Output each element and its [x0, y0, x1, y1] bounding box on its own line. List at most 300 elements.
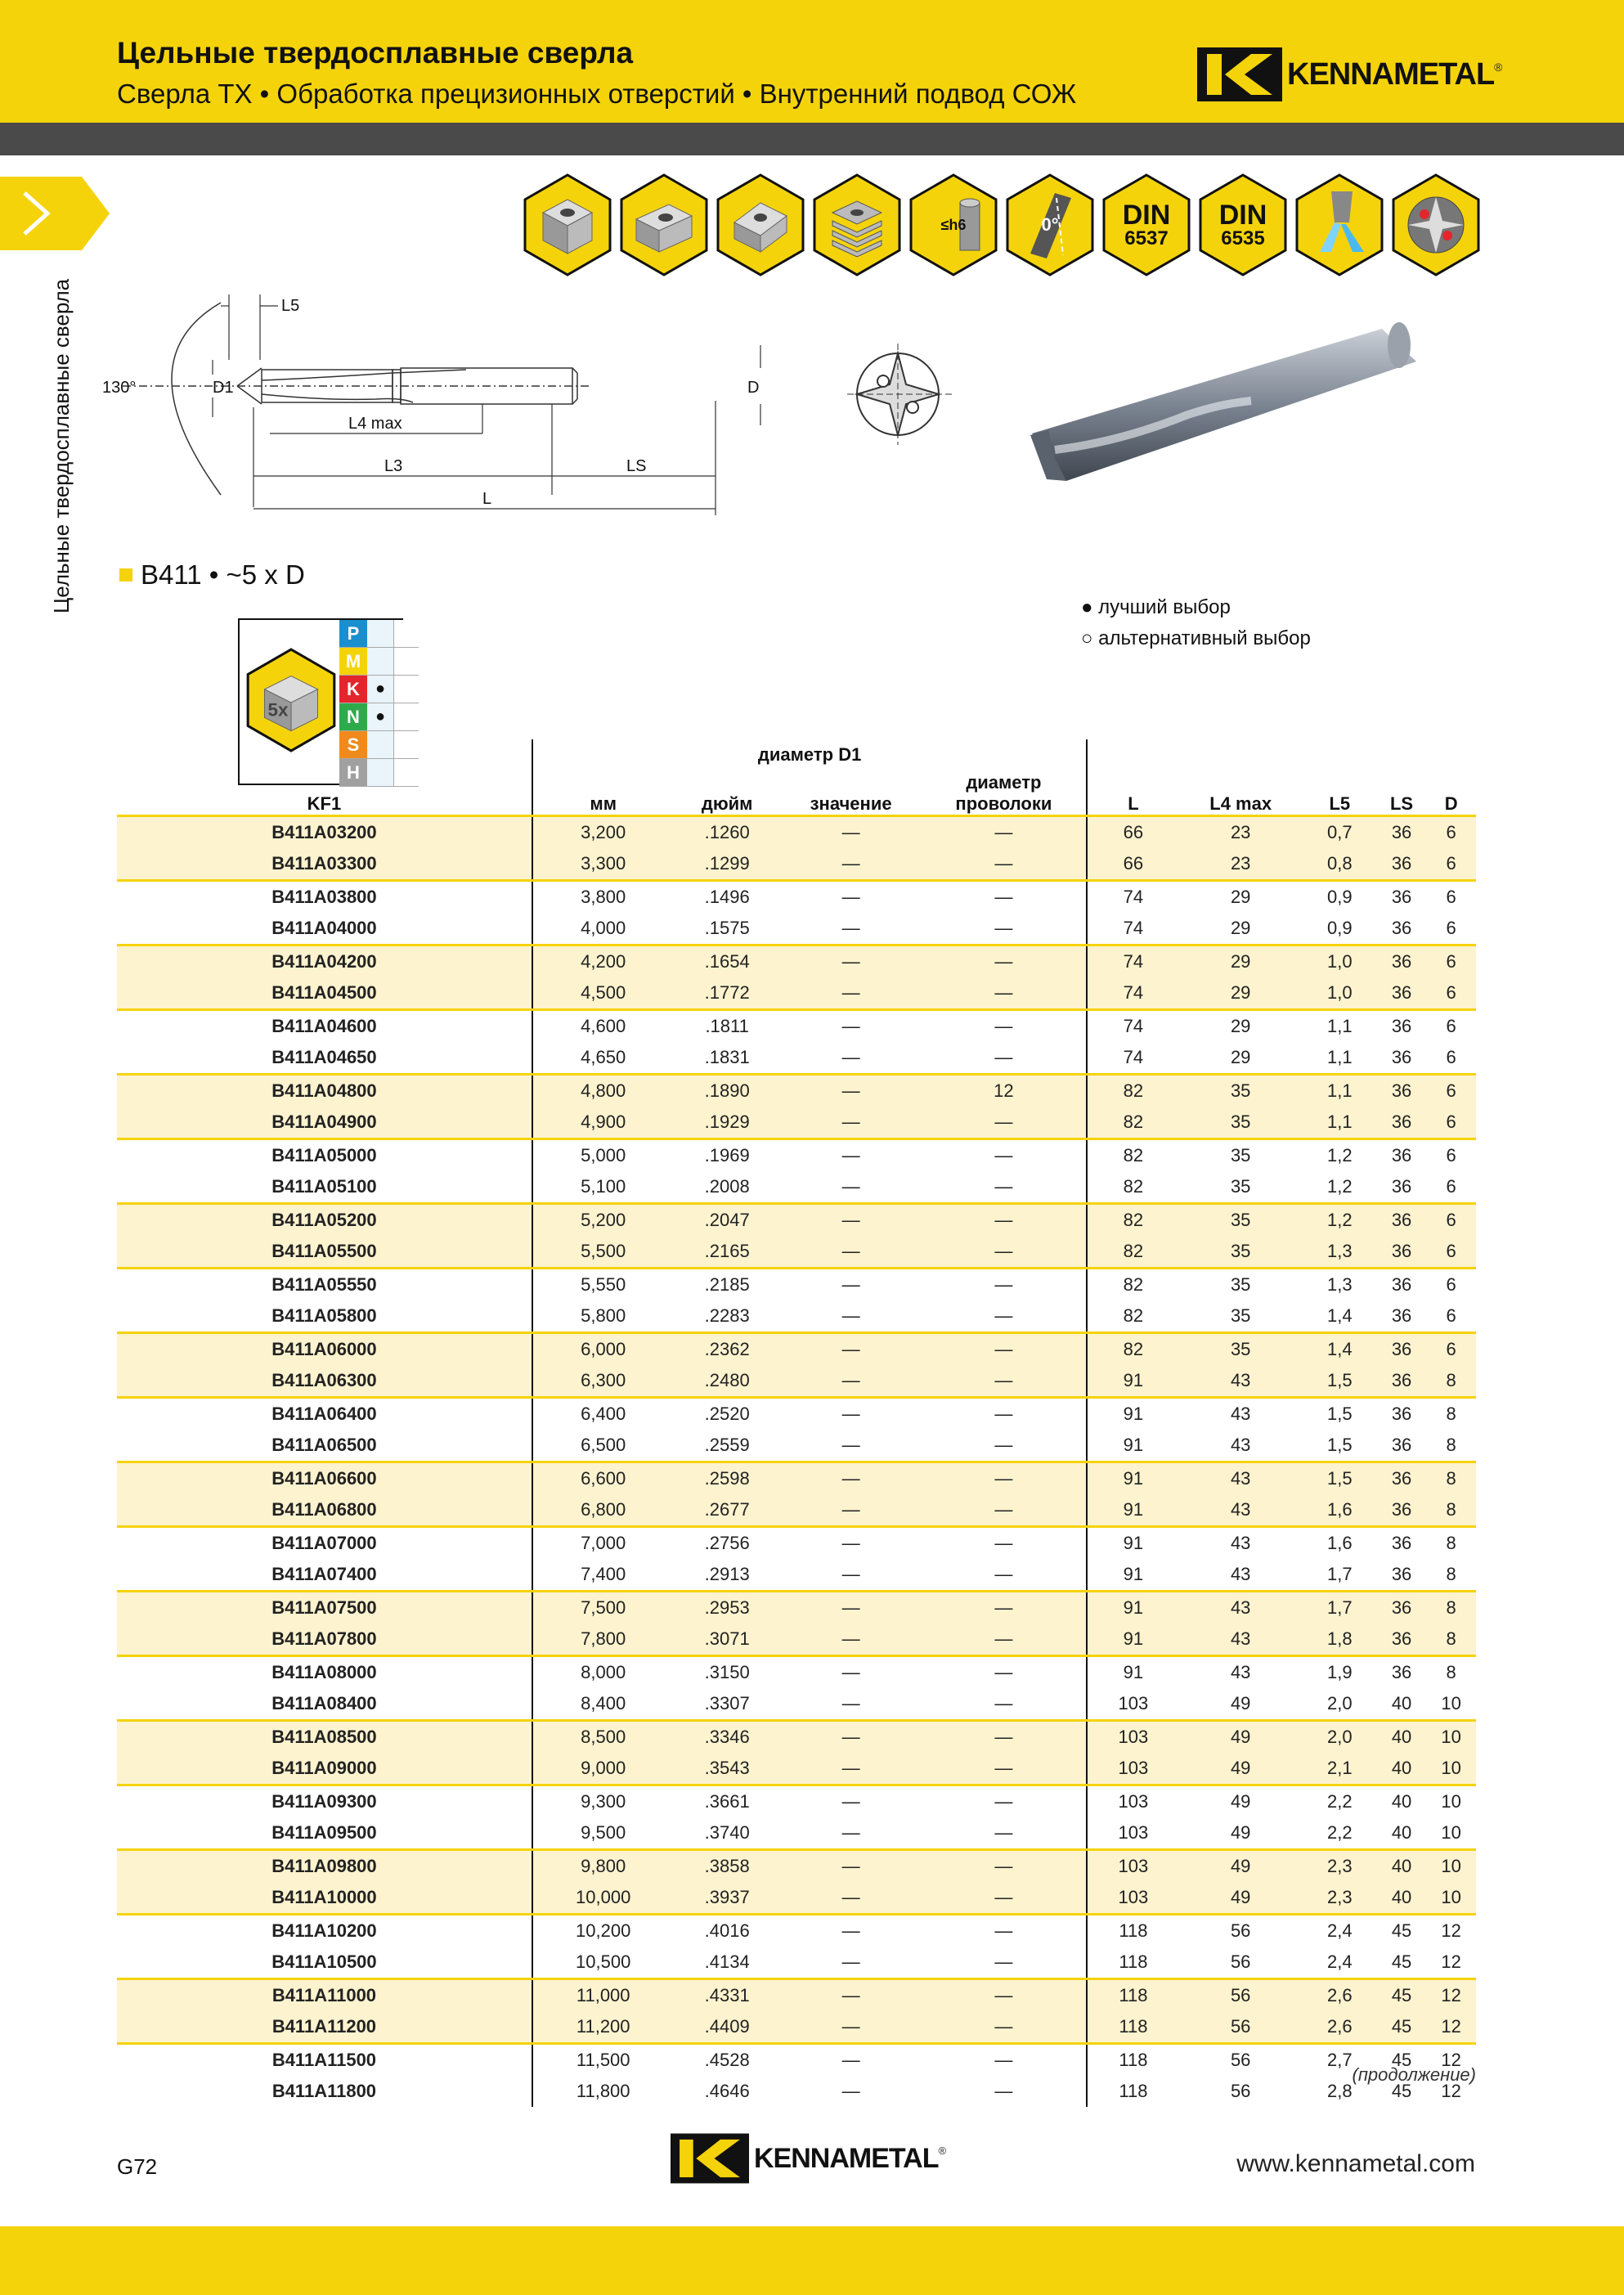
- product-code: B411A08500: [117, 1721, 532, 1754]
- cross-section-icon: [847, 344, 970, 450]
- table-cell: 6: [1446, 1176, 1456, 1197]
- table-cell: 91: [1087, 1527, 1178, 1560]
- kennametal-k-logo-icon: [1197, 47, 1282, 101]
- table-cell: 10,000: [532, 1882, 674, 1915]
- material-code: S: [339, 731, 367, 758]
- table-cell: .4409: [674, 2011, 781, 2044]
- l4max-label: L4 max: [348, 415, 402, 433]
- table-cell: .1575: [704, 918, 750, 938]
- product-code: B411A11000: [117, 1979, 532, 2012]
- table-cell: —: [921, 1527, 1087, 1560]
- table-cell: 103: [1087, 1785, 1178, 1818]
- table-row: [117, 1204, 1476, 1237]
- material-group-n: [339, 703, 419, 731]
- table-cell: —: [921, 1365, 1087, 1398]
- table-cell: 91: [1087, 1624, 1178, 1656]
- table-cell: 91: [1123, 1435, 1144, 1455]
- table-cell: 35: [1178, 1204, 1302, 1237]
- table-cell: 6: [1426, 945, 1476, 978]
- product-code: B411A03800: [117, 881, 532, 914]
- table-cell: 11,200: [532, 2011, 674, 2044]
- table-cell: 66: [1087, 816, 1178, 849]
- side-section-label: Цельные твердосплавные сверла: [49, 278, 74, 613]
- table-cell: .1496: [674, 881, 781, 914]
- table-cell: —: [921, 1398, 1087, 1430]
- table-cell: 45: [1377, 2044, 1427, 2077]
- table-cell: 91: [1087, 1398, 1178, 1430]
- table-cell: 1,7: [1327, 1564, 1353, 1584]
- table-cell: 36: [1377, 1462, 1427, 1495]
- material-mark: ●: [367, 703, 394, 730]
- table-cell: .3150: [674, 1656, 781, 1689]
- material-code: K: [339, 676, 367, 703]
- table-cell: 2,6: [1303, 2011, 1377, 2044]
- table-row: [117, 1171, 1476, 1204]
- product-code: B411A04900: [117, 1107, 532, 1139]
- table-cell: 4,500: [532, 977, 674, 1010]
- table-cell: —: [781, 1979, 922, 2012]
- table-cell: —: [841, 1305, 860, 1326]
- table-cell: 12: [1441, 2081, 1461, 2101]
- table-cell: 8: [1426, 1494, 1476, 1527]
- product-code: B411A05100: [117, 1171, 532, 1204]
- table-cell: 36: [1377, 1269, 1427, 1301]
- table-cell: .3858: [674, 1850, 781, 1883]
- table-cell: 36: [1391, 1305, 1412, 1326]
- table-cell: —: [781, 1753, 922, 1785]
- table-cell: 56: [1178, 1979, 1302, 2012]
- table-cell: —: [781, 1075, 922, 1107]
- table-cell: 8: [1446, 1564, 1456, 1584]
- product-code: B411A10200: [117, 1915, 532, 1947]
- table-cell: 103: [1087, 1850, 1178, 1883]
- table-cell: .2165: [674, 1236, 781, 1269]
- table-cell: 103: [1118, 1693, 1149, 1713]
- series-label: B411 • ~5 x D: [119, 559, 305, 591]
- table-cell: —: [781, 1139, 922, 1172]
- material-cell: [394, 676, 419, 703]
- table-cell: .1929: [674, 1107, 781, 1139]
- table-cell: 12: [921, 1075, 1087, 1107]
- table-cell: 2,6: [1303, 1979, 1377, 2012]
- table-row: [117, 1300, 1476, 1333]
- table-cell: 7,800: [532, 1624, 674, 1656]
- product-code: B411A11800: [117, 2076, 532, 2107]
- coolant-through-icon: [1295, 173, 1384, 276]
- table-cell: 36: [1377, 881, 1427, 914]
- material-mark: [367, 648, 394, 675]
- zero-degree-helix-icon: 0°: [1006, 173, 1094, 276]
- table-cell: 8,000: [532, 1656, 674, 1689]
- table-cell: —: [921, 1107, 1087, 1139]
- table-cell: 36: [1391, 1047, 1412, 1067]
- table-cell: —: [921, 945, 1087, 978]
- table-cell: 1,2: [1327, 1176, 1353, 1197]
- table-row: [117, 881, 1476, 914]
- table-cell: —: [781, 848, 922, 881]
- table-cell: 36: [1391, 1176, 1412, 1197]
- table-cell: 6: [1446, 1047, 1456, 1067]
- product-code: B411A05800: [117, 1300, 532, 1333]
- table-cell: 43: [1178, 1592, 1302, 1624]
- table-cell: 4,000: [581, 918, 626, 938]
- table-cell: —: [921, 1688, 1087, 1721]
- table-cell: 36: [1377, 816, 1427, 849]
- drill-product-image: [1022, 319, 1423, 499]
- table-cell: 12: [1426, 1979, 1476, 2012]
- table-cell: 2,8: [1327, 2081, 1353, 2101]
- table-row: [117, 913, 1476, 945]
- table-cell: —: [781, 881, 922, 914]
- table-cell: 10: [1426, 1882, 1476, 1915]
- table-cell: 5,500: [532, 1236, 674, 1269]
- table-cell: 49: [1178, 1850, 1302, 1883]
- table-cell: —: [921, 977, 1087, 1010]
- product-code: B411A07500: [117, 1592, 532, 1624]
- product-code: B411A06600: [117, 1462, 532, 1495]
- spec-table-body: [117, 816, 1476, 2108]
- table-cell: 6: [1426, 1075, 1476, 1107]
- col-l5: L5: [1329, 793, 1351, 814]
- table-cell: —: [841, 918, 860, 938]
- table-cell: 4,600: [532, 1010, 674, 1043]
- product-code: B411A10000: [117, 1882, 532, 1915]
- table-cell: 1,5: [1303, 1398, 1377, 1430]
- col-mm: мм: [590, 793, 617, 814]
- table-row: [117, 1042, 1476, 1075]
- col-d: D: [1444, 793, 1458, 814]
- table-cell: —: [921, 1592, 1087, 1624]
- table-cell: 6: [1426, 1139, 1476, 1172]
- table-row: [117, 1494, 1476, 1527]
- table-cell: 35: [1178, 1236, 1302, 1269]
- table-cell: 43: [1178, 1656, 1302, 1689]
- material-code: P: [339, 620, 367, 647]
- table-cell: 9,500: [581, 1822, 626, 1843]
- table-cell: 6,000: [532, 1333, 674, 1366]
- col-value: значение: [810, 793, 892, 814]
- table-cell: —: [781, 1624, 922, 1656]
- spec-table: [117, 739, 1476, 2107]
- table-cell: 36: [1391, 918, 1412, 938]
- table-cell: 82: [1087, 1075, 1178, 1107]
- table-cell: 6,600: [532, 1462, 674, 1495]
- table-row: [117, 1817, 1476, 1850]
- table-cell: —: [781, 1785, 922, 1818]
- table-cell: 1,1: [1327, 1047, 1353, 1067]
- table-cell: .2362: [674, 1333, 781, 1366]
- table-cell: 43: [1178, 1398, 1302, 1430]
- table-cell: 36: [1391, 1564, 1412, 1584]
- table-cell: 66: [1087, 848, 1178, 881]
- diameter-group-header: диаметр D1: [532, 739, 1088, 770]
- table-cell: 2,4: [1303, 1915, 1377, 1947]
- table-cell: 3,300: [532, 848, 674, 881]
- table-cell: 82: [1087, 1139, 1178, 1172]
- table-cell: 8,500: [532, 1721, 674, 1754]
- table-cell: 45: [1377, 1915, 1427, 1947]
- depth-badge: 5x: [267, 699, 289, 721]
- product-code: B411A03300: [117, 848, 532, 881]
- table-cell: —: [841, 1693, 860, 1713]
- col-ls: LS: [1389, 793, 1414, 814]
- table-cell: .4016: [674, 1915, 781, 1947]
- product-code: B411A08000: [117, 1656, 532, 1689]
- table-cell: —: [921, 1236, 1087, 1269]
- legend-best: ● лучший выбор: [1081, 596, 1231, 618]
- table-cell: 36: [1377, 1236, 1427, 1269]
- table-cell: —: [921, 1947, 1087, 1979]
- table-cell: 40: [1377, 1850, 1427, 1883]
- table-cell: 9,000: [532, 1753, 674, 1785]
- table-row: [117, 1688, 1476, 1721]
- table-cell: 1,2: [1303, 1204, 1377, 1237]
- table-row: [117, 1269, 1476, 1301]
- table-cell: 35: [1178, 1269, 1302, 1301]
- table-cell: 118: [1119, 1951, 1148, 1972]
- table-cell: .3661: [674, 1785, 781, 1818]
- legend-alt: ○ альтернативный выбор: [1081, 627, 1311, 649]
- table-cell: .1969: [674, 1139, 781, 1172]
- table-cell: —: [781, 945, 922, 978]
- table-cell: .2520: [674, 1398, 781, 1430]
- table-cell: 6: [1426, 1269, 1476, 1301]
- table-cell: 2,0: [1303, 1721, 1377, 1754]
- table-cell: 49: [1178, 1721, 1302, 1754]
- table-cell: 6: [1446, 1305, 1456, 1326]
- table-row: [117, 1656, 1476, 1689]
- table-cell: 6: [1426, 816, 1476, 849]
- table-cell: 40: [1377, 1721, 1427, 1754]
- table-cell: 1,4: [1327, 1305, 1353, 1326]
- table-cell: —: [921, 2044, 1087, 2077]
- table-cell: 6: [1426, 1107, 1476, 1139]
- table-cell: —: [921, 1915, 1087, 1947]
- table-cell: 1,1: [1303, 1010, 1377, 1043]
- website-link[interactable]: www.kennametal.com: [1236, 2150, 1475, 2177]
- table-cell: 82: [1087, 1107, 1178, 1139]
- table-cell: 91: [1123, 1564, 1144, 1584]
- table-cell: 3,200: [532, 816, 674, 849]
- table-cell: —: [841, 1047, 860, 1067]
- table-cell: 74: [1087, 977, 1178, 1010]
- table-cell: 1,2: [1303, 1139, 1377, 1172]
- table-cell: —: [921, 913, 1087, 945]
- material-group-m: [339, 648, 419, 676]
- table-cell: 49: [1178, 1882, 1302, 1915]
- table-cell: 35: [1178, 1075, 1302, 1107]
- table-cell: 91: [1087, 1656, 1178, 1689]
- table-cell: 82: [1087, 1269, 1178, 1301]
- table-cell: 3,800: [532, 881, 674, 914]
- table-cell: 45: [1391, 1951, 1412, 1972]
- table-cell: 10,500: [576, 1951, 631, 1972]
- empty-circle-icon: ○: [1081, 627, 1093, 649]
- stacked-plates-icon: [813, 173, 901, 276]
- table-cell: 10: [1441, 1822, 1461, 1843]
- table-cell: 40: [1377, 1785, 1427, 1818]
- table-cell: .2559: [704, 1435, 750, 1455]
- table-cell: 6,500: [581, 1435, 626, 1455]
- product-code: B411A05200: [117, 1204, 532, 1237]
- table-cell: 9,800: [532, 1850, 674, 1883]
- shank-tolerance-icon: ≤h6: [909, 173, 998, 276]
- table-cell: 23: [1178, 816, 1302, 849]
- product-code: B411A04200: [117, 945, 532, 978]
- table-cell: 29: [1230, 1047, 1251, 1067]
- continued-note: (продолжение): [1352, 2064, 1476, 2085]
- table-cell: 1,5: [1303, 1365, 1377, 1398]
- table-cell: 6: [1426, 1333, 1476, 1366]
- product-code: B411A09500: [117, 1817, 532, 1850]
- table-cell: 10: [1426, 1785, 1476, 1818]
- material-code: N: [339, 703, 367, 730]
- table-cell: 56: [1178, 2044, 1302, 2077]
- product-code: B411A07000: [117, 1527, 532, 1560]
- table-cell: 8: [1426, 1592, 1476, 1624]
- table-row: [117, 1882, 1476, 1915]
- table-cell: 35: [1178, 1139, 1302, 1172]
- table-cell: 9,300: [532, 1785, 674, 1818]
- table-cell: 29: [1178, 977, 1302, 1010]
- col-kf1: KF1: [117, 770, 532, 816]
- table-cell: —: [841, 1176, 860, 1197]
- table-cell: —: [921, 1462, 1087, 1495]
- product-code: B411A09000: [117, 1753, 532, 1785]
- table-row: [117, 1430, 1476, 1462]
- table-cell: —: [781, 1333, 922, 1366]
- table-cell: 8: [1426, 1624, 1476, 1656]
- table-cell: 82: [1123, 1176, 1144, 1197]
- table-cell: —: [921, 1139, 1087, 1172]
- product-code: B411A11200: [117, 2011, 532, 2044]
- material-mark: ●: [367, 676, 394, 703]
- table-cell: —: [921, 1333, 1087, 1366]
- table-cell: 43: [1178, 1462, 1302, 1495]
- product-code: B411A04500: [117, 977, 532, 1010]
- table-cell: —: [921, 1656, 1087, 1689]
- material-group-k: [339, 676, 419, 703]
- table-cell: —: [921, 1850, 1087, 1883]
- table-cell: —: [921, 1204, 1087, 1237]
- table-cell: —: [921, 1430, 1087, 1462]
- table-cell: —: [921, 1269, 1087, 1301]
- l3-label: L3: [384, 457, 403, 475]
- table-cell: .2047: [674, 1204, 781, 1237]
- table-cell: 5,800: [581, 1305, 626, 1326]
- table-cell: —: [781, 1398, 922, 1430]
- table-cell: 36: [1377, 1139, 1427, 1172]
- table-cell: 36: [1377, 1010, 1427, 1043]
- table-cell: 5,200: [532, 1204, 674, 1237]
- table-cell: 36: [1377, 1494, 1427, 1527]
- table-cell: 56: [1178, 2011, 1302, 2044]
- table-cell: 6: [1426, 881, 1476, 914]
- table-cell: 82: [1087, 1236, 1178, 1269]
- table-row: [117, 1010, 1476, 1043]
- product-code: B411A05550: [117, 1269, 532, 1301]
- table-cell: 74: [1123, 1047, 1144, 1067]
- table-cell: —: [841, 1564, 860, 1584]
- table-cell: 1,1: [1303, 1107, 1377, 1139]
- table-cell: 49: [1230, 1822, 1251, 1843]
- table-cell: .2913: [704, 1564, 750, 1584]
- table-cell: —: [921, 816, 1087, 849]
- col-wire: диаметр проволоки: [921, 770, 1087, 816]
- product-code: B411A07400: [117, 1559, 532, 1592]
- table-cell: 43: [1178, 1624, 1302, 1656]
- table-row: [117, 1592, 1476, 1624]
- drill-dimension-drawing: [102, 286, 760, 523]
- table-cell: 118: [1087, 1979, 1178, 2012]
- table-cell: 1,4: [1303, 1333, 1377, 1366]
- table-cell: .1890: [674, 1075, 781, 1107]
- table-cell: 35: [1178, 1107, 1302, 1139]
- table-row: [117, 1365, 1476, 1398]
- table-cell: 0,7: [1303, 816, 1377, 849]
- table-cell: 0,8: [1303, 848, 1377, 881]
- table-cell: 2,7: [1303, 2044, 1377, 2077]
- table-cell: 1,3: [1303, 1236, 1377, 1269]
- footer-registered-mark: ®: [938, 2145, 947, 2157]
- table-cell: .2598: [674, 1462, 781, 1495]
- table-cell: 1,9: [1303, 1656, 1377, 1689]
- l5-label: L5: [281, 297, 300, 315]
- table-cell: 45: [1377, 2011, 1427, 2044]
- col-inch: дюйм: [701, 793, 753, 814]
- table-cell: 36: [1377, 945, 1427, 978]
- table-cell: .1299: [674, 848, 781, 881]
- table-cell: 10,200: [532, 1915, 674, 1947]
- table-cell: —: [921, 1721, 1087, 1754]
- table-cell: .2185: [674, 1269, 781, 1301]
- table-cell: 8: [1426, 1527, 1476, 1560]
- 5xd-depth-icon: [246, 648, 336, 752]
- table-cell: —: [841, 1951, 860, 1972]
- table-cell: 1,0: [1303, 977, 1377, 1010]
- table-cell: 56: [1230, 2081, 1251, 2101]
- material-code: H: [339, 759, 367, 786]
- table-cell: .3543: [674, 1753, 781, 1785]
- table-cell: 8: [1426, 1398, 1476, 1430]
- table-cell: 103: [1118, 1822, 1149, 1843]
- table-cell: 1,6: [1303, 1494, 1377, 1527]
- table-cell: 1,1: [1303, 1075, 1377, 1107]
- table-cell: —: [781, 1721, 922, 1754]
- angled-surface-hole-icon: [620, 173, 708, 276]
- table-cell: 0,9: [1303, 881, 1377, 914]
- table-cell: 1,6: [1303, 1527, 1377, 1560]
- product-code: B411A04000: [117, 913, 532, 945]
- table-cell: 12: [1426, 2044, 1476, 2077]
- table-cell: —: [781, 2011, 922, 2044]
- table-cell: —: [921, 1785, 1087, 1818]
- table-row: [117, 1785, 1476, 1818]
- din-6537-icon: DIN 6537: [1102, 173, 1191, 276]
- table-cell: —: [781, 1592, 922, 1624]
- page-subtitle: Сверла TX • Обработка прецизионных отверстий • Внутренний подвод СОЖ: [117, 79, 1077, 109]
- table-cell: .4134: [704, 1951, 750, 1972]
- table-cell: 45: [1377, 1979, 1427, 2012]
- product-code: B411A04650: [117, 1042, 532, 1075]
- product-code: B411A07800: [117, 1624, 532, 1656]
- table-cell: 91: [1087, 1494, 1178, 1527]
- table-cell: 2,2: [1327, 1822, 1353, 1843]
- series-marker-icon: [119, 568, 132, 582]
- table-cell: 4,650: [581, 1047, 626, 1067]
- table-cell: —: [781, 1204, 922, 1237]
- table-cell: 36: [1377, 1204, 1427, 1237]
